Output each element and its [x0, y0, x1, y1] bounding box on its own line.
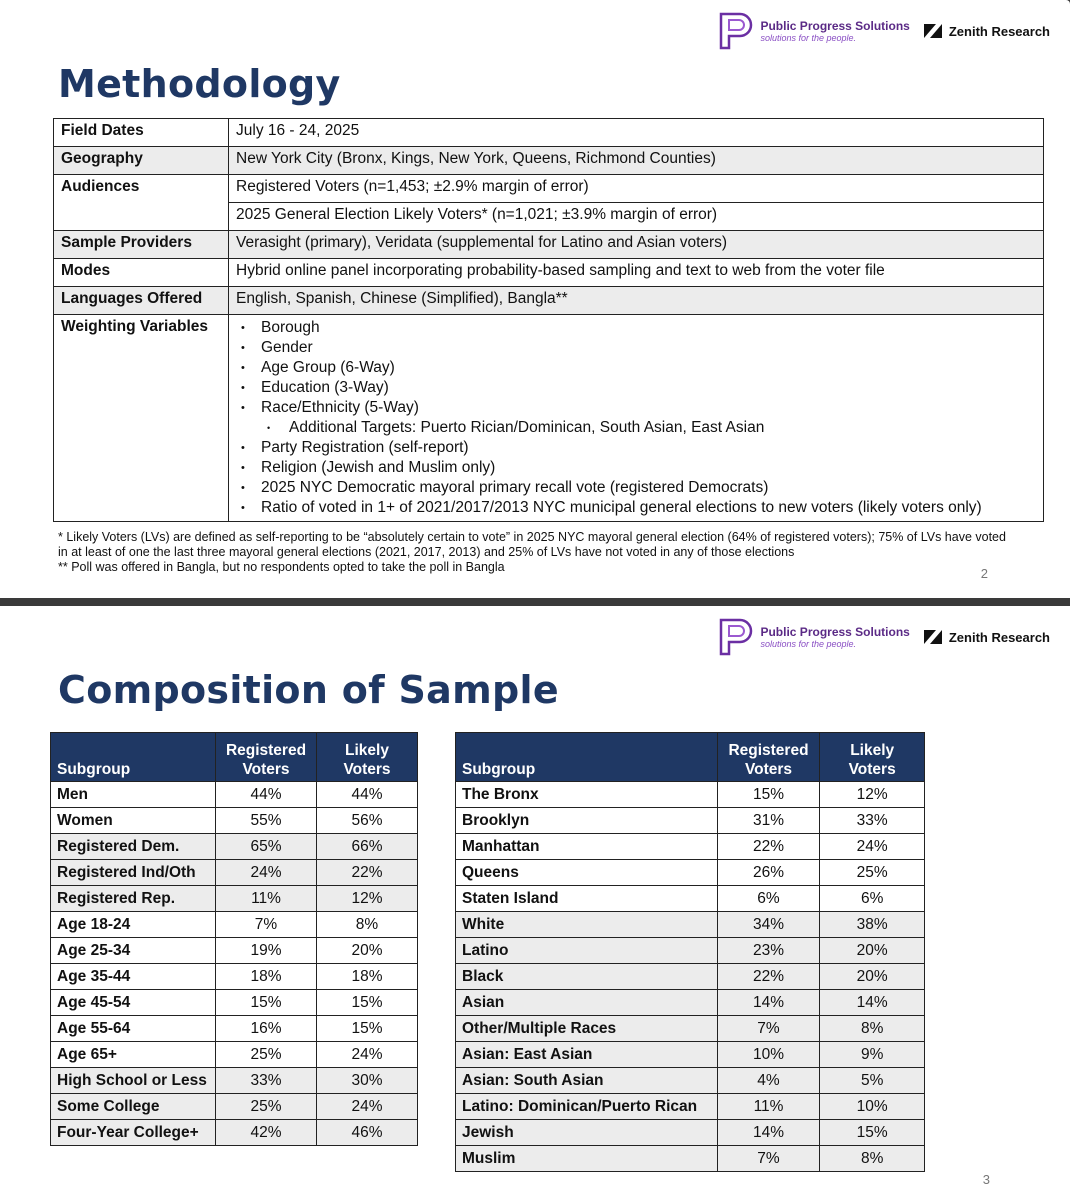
- footnote: ** Poll was offered in Bangla, but no respondents opted to take the poll in Bangla: [58, 560, 505, 574]
- subgroup-cell: Age 25-34: [51, 938, 216, 964]
- table-row: [51, 912, 418, 938]
- footnotes: [58, 530, 1018, 575]
- likely-value: 24%: [820, 834, 925, 860]
- subgroup-cell: Registered Rep.: [51, 886, 216, 912]
- table-row: [456, 886, 925, 912]
- likely-value: 10%: [820, 1094, 925, 1120]
- table-row: [51, 1016, 418, 1042]
- subgroup-cell: Asian: [456, 990, 718, 1016]
- likely-value: 20%: [820, 964, 925, 990]
- row-value: 2025 General Election Likely Voters* (n=1,021; ±3.9% margin of error): [229, 203, 1044, 231]
- registered-value: 34%: [717, 912, 820, 938]
- row-value: English, Spanish, Chinese (Simplified), Bangla**: [229, 287, 1044, 315]
- table-row: [51, 1042, 418, 1068]
- table-row: [54, 147, 1044, 175]
- list-subitem: • Additional Targets: Puerto Rician/Dominican, South Asian, East Asian: [236, 418, 1036, 438]
- registered-value: 7%: [216, 912, 317, 938]
- zenith-name: Zenith Research: [948, 629, 1050, 645]
- table-row: [456, 964, 925, 990]
- composition-table-right: [455, 732, 925, 1172]
- registered-value: 42%: [216, 1120, 317, 1146]
- pps-logo: [718, 618, 909, 656]
- registered-value: 15%: [717, 782, 820, 808]
- table-row: [54, 259, 1044, 287]
- methodology-table: [53, 118, 1044, 522]
- subgroup-cell: The Bronx: [456, 782, 718, 808]
- pps-name: Public Progress Solutions: [760, 624, 910, 639]
- row-value: New York City (Bronx, Kings, New York, Queens, Richmond Counties): [229, 147, 1044, 175]
- table-row: [51, 834, 418, 860]
- pps-p-icon: [718, 618, 754, 656]
- subgroup-cell: White: [456, 912, 718, 938]
- pps-tagline: solutions for the people.: [760, 32, 857, 43]
- header-likely: Likely Voters: [317, 733, 418, 782]
- row-label: Sample Providers: [54, 231, 229, 259]
- registered-value: 25%: [216, 1094, 317, 1120]
- registered-value: 11%: [216, 886, 317, 912]
- subgroup-cell: High School or Less: [51, 1068, 216, 1094]
- likely-value: 8%: [820, 1146, 925, 1172]
- list-item: • Education (3-Way): [236, 378, 1036, 398]
- table-row: [51, 782, 418, 808]
- table-row: [51, 808, 418, 834]
- subgroup-cell: Manhattan: [456, 834, 718, 860]
- likely-value: 8%: [820, 1016, 925, 1042]
- header-registered: Registered Voters: [717, 733, 820, 782]
- registered-value: 14%: [717, 990, 820, 1016]
- page-title: Composition of Sample: [58, 668, 559, 712]
- likely-value: 38%: [820, 912, 925, 938]
- registered-value: 15%: [216, 990, 317, 1016]
- subgroup-cell: Jewish: [456, 1120, 718, 1146]
- pps-tagline: solutions for the people.: [760, 638, 857, 649]
- table-row: [456, 860, 925, 886]
- row-value: Registered Voters (n=1,453; ±2.9% margin of error): [229, 175, 1044, 203]
- table-row: [54, 315, 1044, 522]
- weighting-list-cell: [229, 315, 1044, 522]
- likely-value: 20%: [317, 938, 418, 964]
- registered-value: 31%: [717, 808, 820, 834]
- likely-value: 66%: [317, 834, 418, 860]
- header-subgroup: Subgroup: [51, 733, 216, 782]
- subgroup-cell: Queens: [456, 860, 718, 886]
- footnote: * Likely Voters (LVs) are defined as self-reporting to be “absolutely certain to vote” in 2025 NYC mayoral general election (64% of registered voters); 75% of LVs have voted in at least of one the last three mayoral general elections (2021, 2017, 2013) and 25% of LVs have not voted in any of those elections: [58, 530, 1006, 559]
- table-row: [456, 782, 925, 808]
- registered-value: 14%: [717, 1120, 820, 1146]
- table-row: [456, 938, 925, 964]
- list-item: • Ratio of voted in 1+ of 2021/2017/2013 NYC municipal general elections to new voters (likely voters only): [236, 498, 1036, 518]
- likely-value: 30%: [317, 1068, 418, 1094]
- table-row: [51, 860, 418, 886]
- likely-value: 44%: [317, 782, 418, 808]
- registered-value: 26%: [717, 860, 820, 886]
- registered-value: 22%: [717, 834, 820, 860]
- page-number: 2: [980, 566, 988, 581]
- likely-value: 33%: [820, 808, 925, 834]
- zenith-z-icon: [922, 20, 944, 42]
- table-row: [456, 1042, 925, 1068]
- likely-value: 18%: [317, 964, 418, 990]
- subgroup-cell: Age 55-64: [51, 1016, 216, 1042]
- subgroup-cell: Brooklyn: [456, 808, 718, 834]
- row-label: Languages Offered: [54, 287, 229, 315]
- subgroup-cell: Other/Multiple Races: [456, 1016, 718, 1042]
- header-registered: Registered Voters: [216, 733, 317, 782]
- table-row: [54, 119, 1044, 147]
- registered-value: 22%: [717, 964, 820, 990]
- table-row: [456, 912, 925, 938]
- likely-value: 9%: [820, 1042, 925, 1068]
- composition-slide: [0, 606, 1070, 1200]
- table-row: [54, 231, 1044, 259]
- list-item: • Race/Ethnicity (5-Way): [236, 398, 1036, 418]
- subgroup-cell: Asian: South Asian: [456, 1068, 718, 1094]
- table-row: [51, 886, 418, 912]
- registered-value: 4%: [717, 1068, 820, 1094]
- registered-value: 18%: [216, 964, 317, 990]
- table-row: [51, 1068, 418, 1094]
- subgroup-cell: Registered Ind/Oth: [51, 860, 216, 886]
- registered-value: 6%: [717, 886, 820, 912]
- likely-value: 15%: [317, 1016, 418, 1042]
- list-item: • Party Registration (self-report): [236, 438, 1036, 458]
- row-label: Modes: [54, 259, 229, 287]
- likely-value: 15%: [820, 1120, 925, 1146]
- list-item: • Age Group (6-Way): [236, 358, 1036, 378]
- registered-value: 16%: [216, 1016, 317, 1042]
- row-label: Geography: [54, 147, 229, 175]
- zenith-name: Zenith Research: [948, 23, 1050, 39]
- list-item: • 2025 NYC Democratic mayoral primary recall vote (registered Democrats): [236, 478, 1036, 498]
- subgroup-cell: Women: [51, 808, 216, 834]
- table-row: [456, 1120, 925, 1146]
- subgroup-cell: Age 35-44: [51, 964, 216, 990]
- likely-value: 22%: [317, 860, 418, 886]
- likely-value: 15%: [317, 990, 418, 1016]
- likely-value: 56%: [317, 808, 418, 834]
- likely-value: 8%: [317, 912, 418, 938]
- logo-bar: [718, 618, 1050, 656]
- table-row: [456, 834, 925, 860]
- pps-logo: [718, 12, 909, 50]
- subgroup-cell: Men: [51, 782, 216, 808]
- zenith-logo: [922, 626, 1050, 648]
- table-row: [51, 1094, 418, 1120]
- logo-bar: [718, 12, 1050, 50]
- table-row: [456, 1146, 925, 1172]
- list-item: • Borough: [236, 318, 1036, 338]
- likely-value: 12%: [820, 782, 925, 808]
- row-label: Weighting Variables: [54, 315, 229, 522]
- registered-value: 23%: [717, 938, 820, 964]
- zenith-z-icon: [922, 626, 944, 648]
- likely-value: 46%: [317, 1120, 418, 1146]
- registered-value: 65%: [216, 834, 317, 860]
- table-row: [456, 990, 925, 1016]
- table-row: [456, 1094, 925, 1120]
- subgroup-cell: Staten Island: [456, 886, 718, 912]
- subgroup-cell: Age 18-24: [51, 912, 216, 938]
- page-title: Methodology: [58, 62, 341, 106]
- table-row: [456, 808, 925, 834]
- subgroup-cell: Age 45-54: [51, 990, 216, 1016]
- header-likely: Likely Voters: [820, 733, 925, 782]
- likely-value: 14%: [820, 990, 925, 1016]
- row-label: Field Dates: [54, 119, 229, 147]
- subgroup-cell: Asian: East Asian: [456, 1042, 718, 1068]
- methodology-slide: [0, 0, 1070, 598]
- row-value: Hybrid online panel incorporating probability-based sampling and text to web from the voter file: [229, 259, 1044, 287]
- row-value: Verasight (primary), Veridata (supplemental for Latino and Asian voters): [229, 231, 1044, 259]
- likely-value: 12%: [317, 886, 418, 912]
- registered-value: 24%: [216, 860, 317, 886]
- registered-value: 7%: [717, 1146, 820, 1172]
- subgroup-cell: Some College: [51, 1094, 216, 1120]
- zenith-logo: [922, 20, 1050, 42]
- list-item: • Gender: [236, 338, 1036, 358]
- page-number: 3: [982, 1172, 990, 1187]
- table-row: [54, 175, 1044, 203]
- pps-p-icon: [718, 12, 754, 50]
- subgroup-cell: Age 65+: [51, 1042, 216, 1068]
- table-row: [51, 990, 418, 1016]
- likely-value: 6%: [820, 886, 925, 912]
- subgroup-cell: Black: [456, 964, 718, 990]
- list-item: • Religion (Jewish and Muslim only): [236, 458, 1036, 478]
- header-subgroup: Subgroup: [456, 733, 718, 782]
- registered-value: 19%: [216, 938, 317, 964]
- registered-value: 10%: [717, 1042, 820, 1068]
- likely-value: 24%: [317, 1042, 418, 1068]
- pps-name: Public Progress Solutions: [760, 18, 910, 33]
- registered-value: 11%: [717, 1094, 820, 1120]
- subgroup-cell: Registered Dem.: [51, 834, 216, 860]
- table-row: [51, 938, 418, 964]
- row-value: July 16 - 24, 2025: [229, 119, 1044, 147]
- likely-value: 5%: [820, 1068, 925, 1094]
- table-row: [51, 964, 418, 990]
- table-row: [456, 1016, 925, 1042]
- subgroup-cell: Four-Year College+: [51, 1120, 216, 1146]
- registered-value: 44%: [216, 782, 317, 808]
- likely-value: 25%: [820, 860, 925, 886]
- subgroup-cell: Muslim: [456, 1146, 718, 1172]
- row-label: Audiences: [54, 175, 229, 231]
- weighting-list: [236, 318, 1036, 518]
- table-row: [54, 287, 1044, 315]
- registered-value: 33%: [216, 1068, 317, 1094]
- subgroup-cell: Latino: Dominican/Puerto Rican: [456, 1094, 718, 1120]
- table-row: [456, 1068, 925, 1094]
- table-row: [51, 1120, 418, 1146]
- registered-value: 55%: [216, 808, 317, 834]
- registered-value: 25%: [216, 1042, 317, 1068]
- likely-value: 24%: [317, 1094, 418, 1120]
- composition-table-left: [50, 732, 418, 1146]
- subgroup-cell: Latino: [456, 938, 718, 964]
- likely-value: 20%: [820, 938, 925, 964]
- registered-value: 7%: [717, 1016, 820, 1042]
